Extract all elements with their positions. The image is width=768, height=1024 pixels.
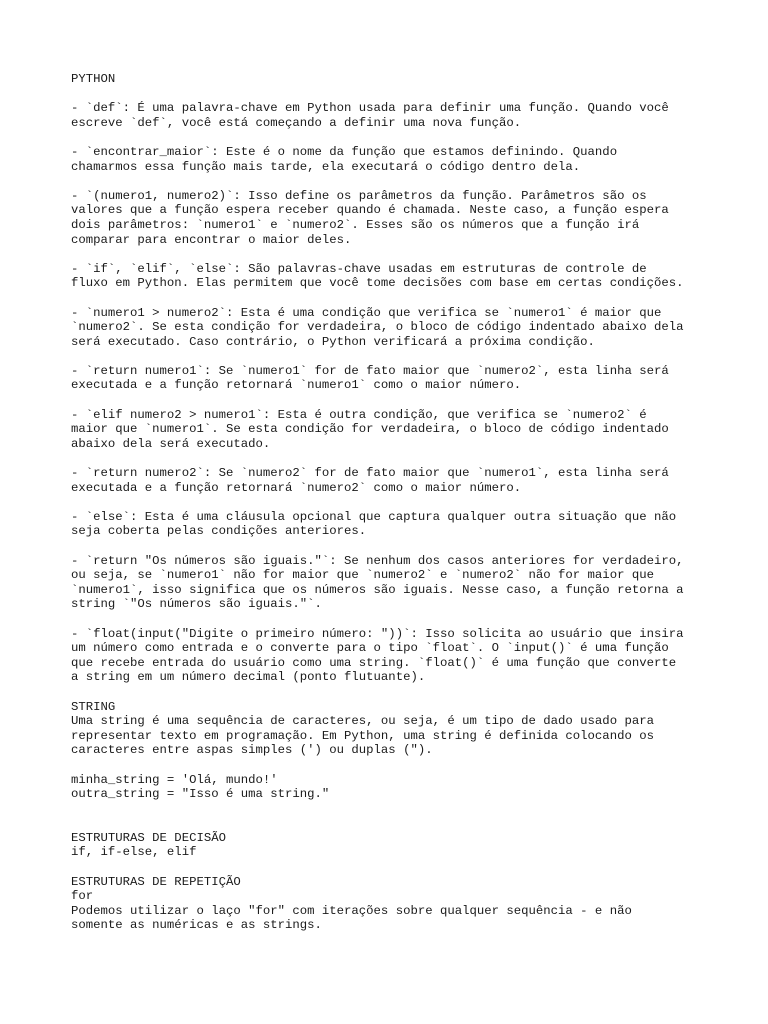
- paragraph-return-iguais: - `return "Os números são iguais."`: Se nenhum dos casos anteriores for verdadeiro, ou seja, se `numero1` não for maior que `numero2` e `numero2` não for maior que `numero1`, isso significa que os números são iguais. Nesse caso, a função retorna a string `"Os números são iguais."`.: [71, 553, 684, 612]
- paragraph-condicao-numero1: - `numero1 > numero2`: Esta é uma condição que verifica se `numero1` é maior que `numero2`. Se esta condição for verdadeira, o bloco de código indentado abaixo dela será executado. Caso contrário, o Python verificará a próxima condição.: [71, 305, 684, 349]
- paragraph-elif-numero2: - `elif numero2 > numero1`: Esta é outra condição, que verifica se `numero2` é maior que `numero1`. Se esta condição for verdadeira, o bloco de código indentado abaixo dela será executado.: [71, 407, 669, 451]
- document-page: [71, 72, 711, 948]
- section-string: STRING Uma string é uma sequência de caracteres, ou seja, é um tipo de dado usado para representar texto em programação. Em Python, uma string é definida colocando os caracteres entre aspas simples (') ou duplas (").: [71, 699, 654, 758]
- paragraph-def: - `def`: É uma palavra-chave em Python usada para definir uma função. Quando você escreve `def`, você está começando a definir uma nova função.: [71, 101, 669, 130]
- paragraph-if-elif-else: - `if`, `elif`, `else`: São palavras-chave usadas em estruturas de controle de fluxo em Python. Elas permitem que você tome decisões com base em certas condições.: [71, 261, 684, 291]
- section-estruturas-decisao: ESTRUTURAS DE DECISÃO if, if-else, elif: [71, 830, 226, 860]
- paragraph-return-numero1: - `return numero1`: Se `numero1` for de fato maior que `numero2`, esta linha será executada e a função retornará `numero1` como o maior número.: [71, 363, 669, 393]
- paragraph-float-input: - `float(input("Digite o primeiro número: "))`: Isso solicita ao usuário que insira um número como entrada e o converte para o tipo `float`. O `input()` é uma função que recebe entrada do usuário como uma string. `float()` é uma função que converte a string em um número decimal (ponto flutuante).: [71, 626, 684, 685]
- section-estruturas-repeticao: ESTRUTURAS DE REPETIÇÃO for Podemos utilizar o laço "for" com iterações sobre qualquer sequência - e não somente as numéricas e as strings.: [71, 874, 632, 933]
- paragraph-parametros: - `(numero1, numero2)`: Isso define os parâmetros da função. Parâmetros são os valores que a função espera receber quando é chamada. Neste caso, a função espera dois parâmetros: `numero1` e `numero2`. Esses são os números que a função irá comparar para encontrar o maior deles.: [71, 188, 669, 247]
- paragraph-encontrar-maior: - `encontrar_maior`: Este é o nome da função que estamos definindo. Quando chamarmos essa função mais tarde, ela executará o código dentro dela.: [71, 144, 618, 174]
- paragraph-return-numero2: - `return numero2`: Se `numero2` for de fato maior que `numero1`, esta linha será executada e a função retornará `numero2` como o maior número.: [71, 466, 669, 495]
- code-example-strings: minha_string = 'Olá, mundo!' outra_string = "Isso é uma string.": [71, 772, 330, 802]
- section-title-python: PYTHON: [71, 72, 116, 86]
- paragraph-else: - `else`: Esta é uma cláusula opcional que captura qualquer outra situação que não seja coberta pelas condições anteriores.: [71, 509, 677, 539]
